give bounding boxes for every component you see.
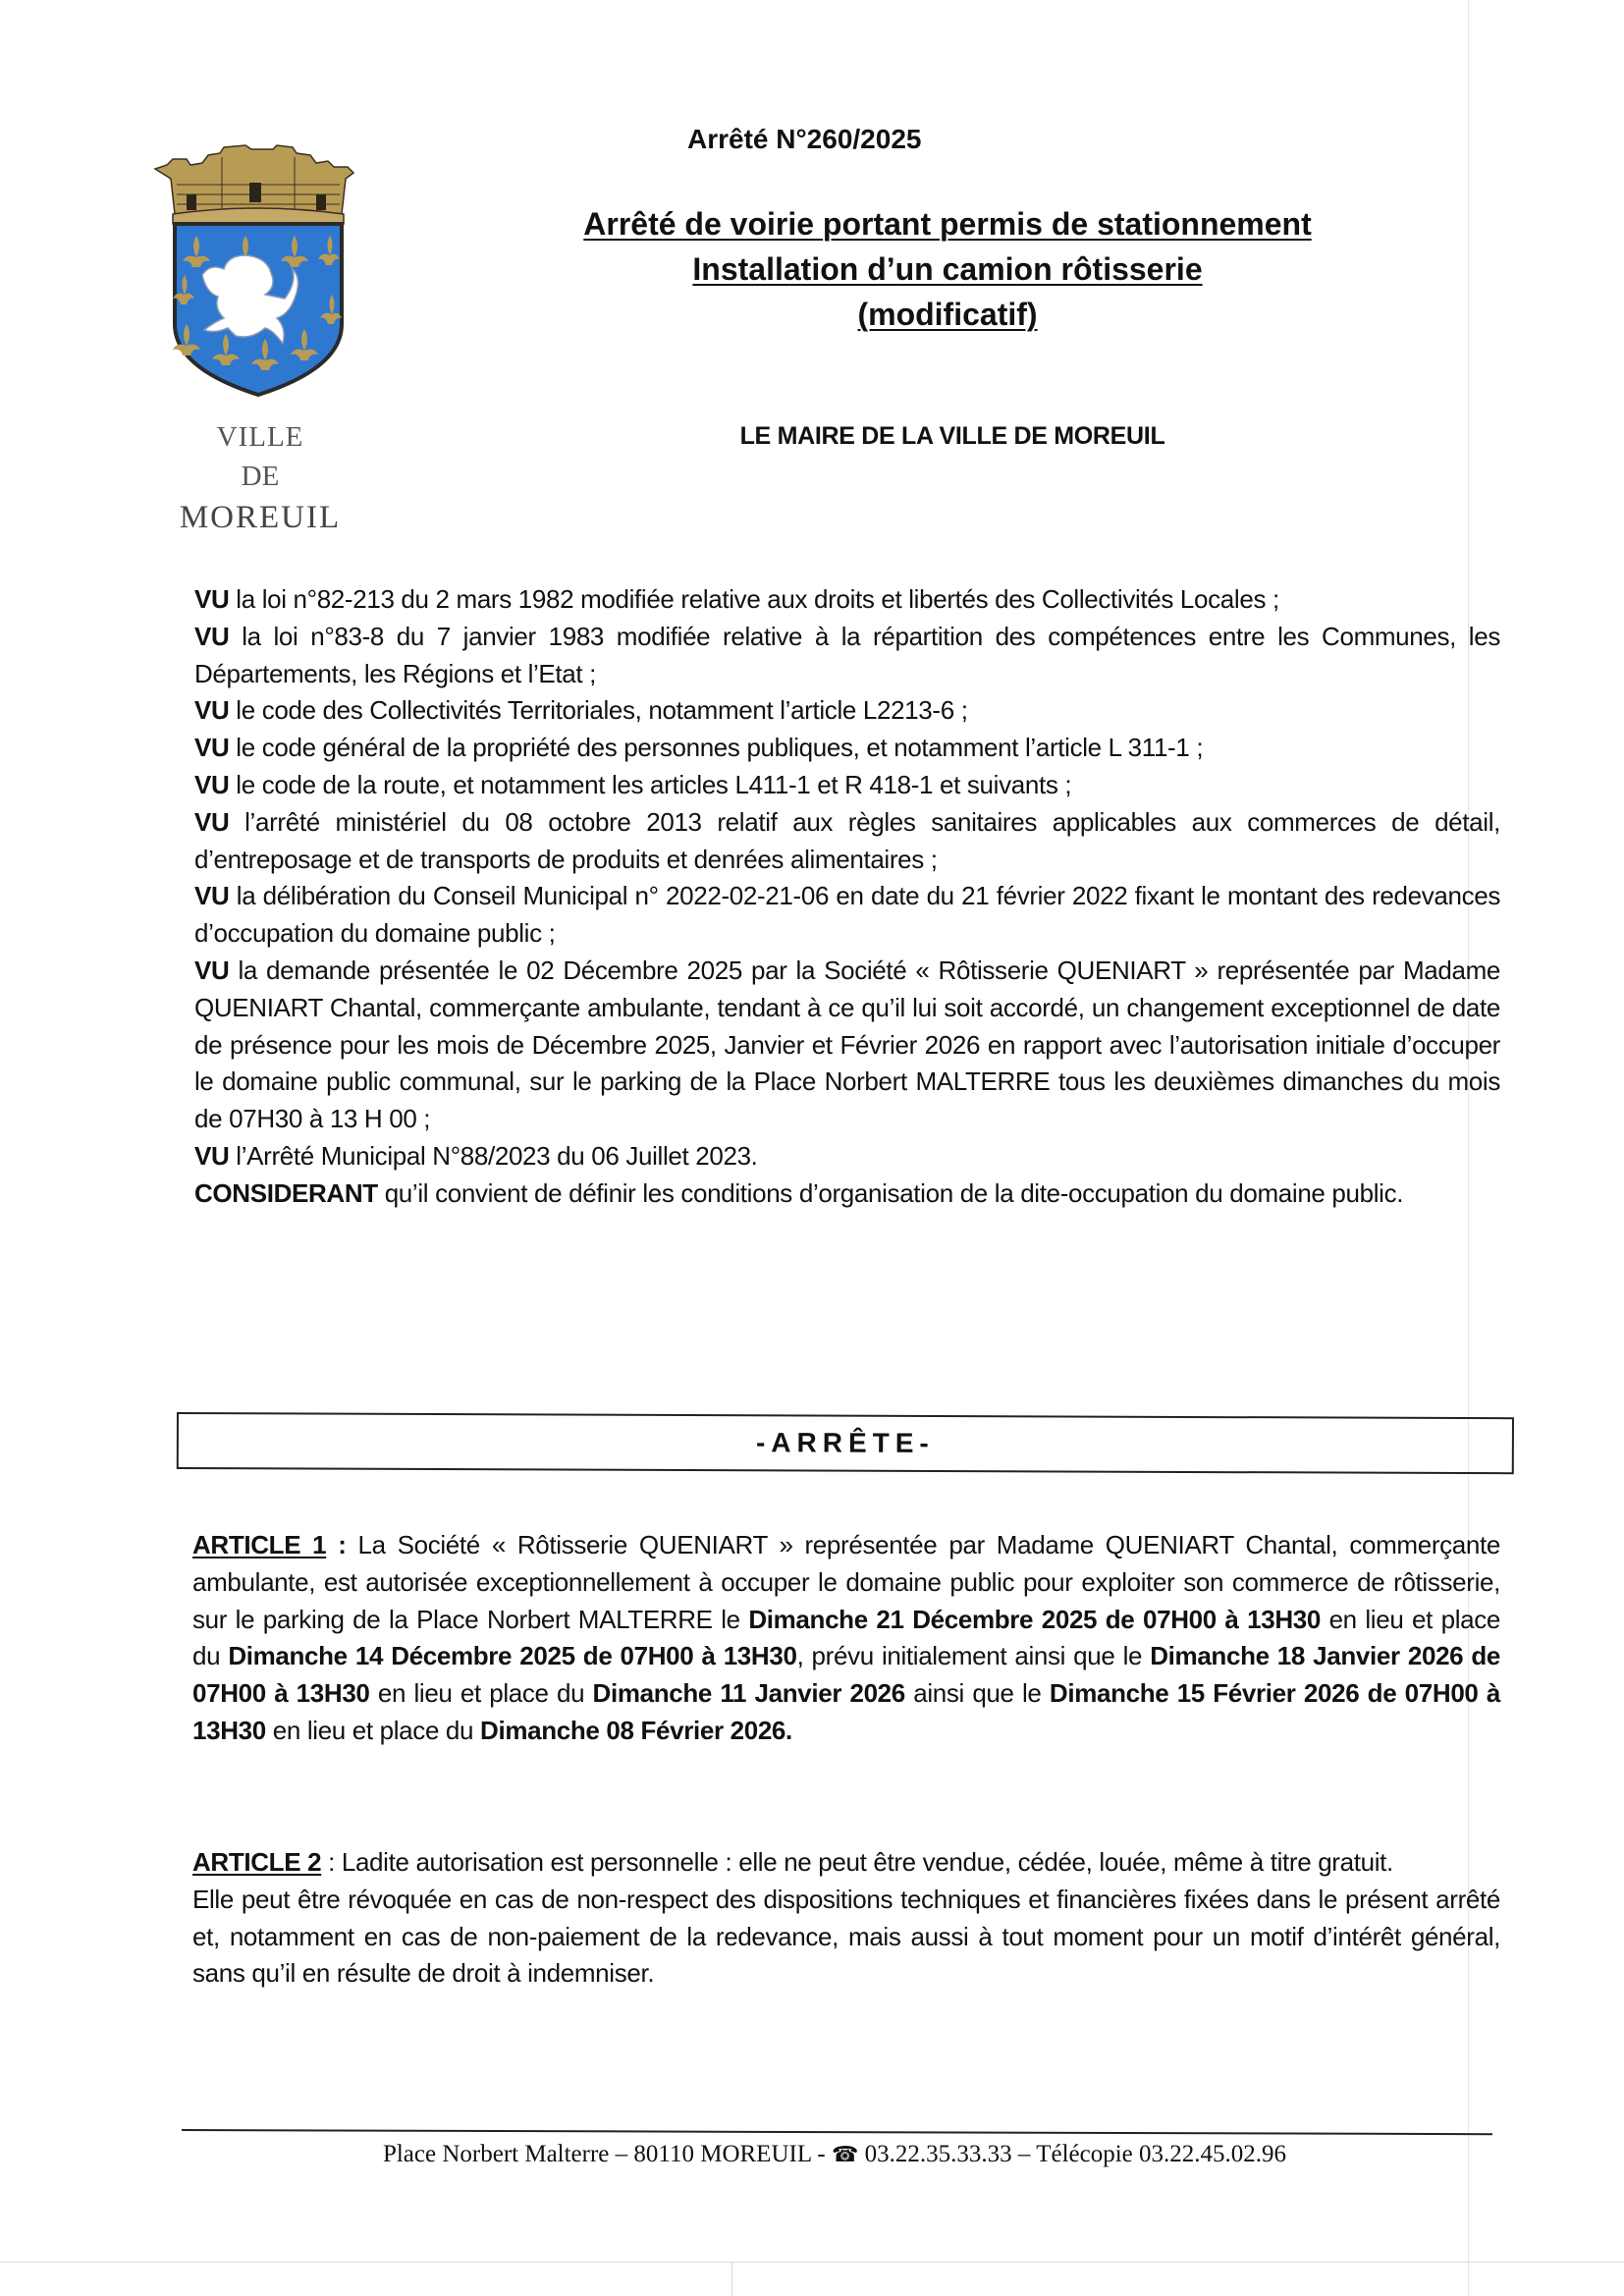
document-title bbox=[530, 201, 1365, 337]
decision-heading-box bbox=[177, 1412, 1514, 1474]
footer-phone: 03.22.35.33.33 – bbox=[858, 2141, 1037, 2167]
coat-of-arms-icon bbox=[147, 137, 368, 398]
arrete-number: Arrêté N°260/2025 bbox=[687, 124, 922, 154]
article-2-paragraph bbox=[192, 1844, 1500, 1882]
visa-item bbox=[194, 1138, 1500, 1175]
visa-item bbox=[194, 804, 1500, 879]
scan-bottom-tick bbox=[731, 2262, 732, 2296]
title-line-1: Arrêté de voirie portant permis de stationnement bbox=[583, 206, 1312, 242]
footer-fax: Télécopie 03.22.45.02.96 bbox=[1036, 2141, 1287, 2167]
article-1-text: La Société « Rôtisserie QUENIART » représentée par Madame QUENIART Chantal, commerçante ambulante, est autorisée exceptionnellement à occuper le domaine public pour exploiter son commerce de rôtisserie, sur le parking de la Place Norbert MALTERRE le bbox=[192, 1530, 1500, 1634]
visas-section bbox=[194, 581, 1500, 1213]
visa-text: la demande présentée le 02 Décembre 2025 par la Société « Rôtisserie QUENIART » représentée par Madame QUENIART Chantal, commerçante ambulante, tendant à ce qu’il lui soit accordé, un changement exceptionnel de date de présence pour les mois de Décembre 2025, Janvier et Février 2026 en rapport avec l’autorisation initiale d’occuper le domaine public communal, sur le parking de la Place Norbert MALTERRE tous les deuxièmes dimanches du mois de 07H30 à 13 H 00 ; bbox=[194, 955, 1500, 1134]
visa-text: le code de la route, et notamment les articles L411-1 et R 418-1 et suivants ; bbox=[229, 769, 1072, 799]
article-2-separator: : bbox=[321, 1847, 342, 1877]
scan-bottom-edge bbox=[0, 2262, 1624, 2263]
article-2-paragraph: Elle peut être révoquée en cas de non-respect des dispositions techniques et financières fixées dans le présent arrêté et, notamment en cas de non-paiement de la redevance, mais aussi à tout moment pour un motif d’intérêt général, sans qu’il en résulte de droit à indemniser. bbox=[192, 1884, 1500, 1989]
visa-lead: VU bbox=[194, 769, 230, 799]
title-line-3: (modificatif) bbox=[857, 297, 1038, 332]
visa-item bbox=[194, 730, 1500, 767]
visa-lead: VU bbox=[194, 881, 230, 911]
article-1 bbox=[192, 1527, 1500, 1750]
article-1-text: ainsi que le bbox=[904, 1678, 1050, 1709]
visa-item bbox=[194, 953, 1500, 1138]
city-line-ville: VILLE bbox=[216, 421, 304, 453]
footer-contact bbox=[177, 2141, 1492, 2168]
decision-heading: -ARRÊTE- bbox=[755, 1427, 935, 1458]
visa-item bbox=[194, 692, 1500, 730]
issuing-authority: LE MAIRE DE LA VILLE DE MOREUIL bbox=[739, 422, 1165, 450]
visa-lead: VU bbox=[194, 1140, 230, 1171]
visa-lead: VU bbox=[194, 955, 230, 985]
article-1-date-old: Dimanche 14 Décembre 2025 de 07H00 à 13H30 bbox=[228, 1641, 797, 1671]
visa-lead: VU bbox=[194, 695, 230, 726]
visa-lead: VU bbox=[194, 733, 230, 763]
article-1-text: en lieu et place du bbox=[369, 1678, 593, 1709]
city-line-de: DE bbox=[241, 461, 280, 492]
considerant-text: qu’il convient de définir les conditions d’organisation de la dite-occupation du domaine public. bbox=[377, 1177, 1404, 1208]
article-1-text: en lieu et place du bbox=[265, 1715, 481, 1745]
visa-text: la délibération du Conseil Municipal n° 2022-02-21-06 en date du 21 février 2022 fixant le montant des redevances d’occupation du domaine public ; bbox=[194, 881, 1500, 949]
article-1-paragraph bbox=[192, 1527, 1500, 1750]
article-1-date-new: Dimanche 18 Janvier 2026 de 07H00 à 13H30 bbox=[192, 1641, 1501, 1709]
visa-item bbox=[194, 619, 1500, 693]
article-1-date-new: Dimanche 21 Décembre 2025 de 07H00 à 13H30 bbox=[748, 1604, 1321, 1634]
footer-divider bbox=[182, 2129, 1492, 2135]
considerant-lead: CONSIDERANT bbox=[194, 1177, 378, 1208]
title-line-2: Installation d’un camion rôtisserie bbox=[692, 251, 1203, 287]
visa-text: la loi n°83-8 du 7 janvier 1983 modifiée relative à la répartition des compétences entre les Communes, les Départements, les Régions et l’Etat ; bbox=[194, 621, 1500, 688]
visa-text: l’Arrêté Municipal N°88/2023 du 06 Juillet 2023. bbox=[229, 1140, 758, 1171]
considerant-item bbox=[194, 1175, 1500, 1213]
telephone-icon: ☎ bbox=[832, 2142, 859, 2166]
visa-lead: VU bbox=[194, 806, 230, 837]
visa-text: l’arrêté ministériel du 08 octobre 2013 relatif aux règles sanitaires applicables aux commerces de détail, d’entreposage et de transports de produits et denrées alimentaires ; bbox=[194, 806, 1500, 874]
visa-lead: VU bbox=[194, 584, 230, 614]
visa-text: le code des Collectivités Territoriales, notamment l’article L2213-6 ; bbox=[229, 695, 968, 726]
article-1-date-new: Dimanche 15 Février 2026 de 07H00 à 13H30 bbox=[192, 1678, 1500, 1745]
article-1-date-old: Dimanche 08 Février 2026. bbox=[480, 1715, 792, 1745]
article-1-separator: : bbox=[326, 1530, 358, 1559]
visa-lead: VU bbox=[194, 621, 230, 651]
article-1-date-old: Dimanche 11 Janvier 2026 bbox=[592, 1678, 905, 1709]
article-1-text: en lieu et place du bbox=[192, 1604, 1500, 1671]
city-name-block bbox=[157, 417, 363, 539]
visa-item bbox=[194, 581, 1500, 619]
visa-item bbox=[194, 878, 1500, 953]
article-2-label: ARTICLE 2 bbox=[192, 1847, 322, 1877]
article-2-text: Ladite autorisation est personnelle : elle ne peut être vendue, cédée, louée, même à titre gratuit. bbox=[341, 1847, 1393, 1877]
visa-item bbox=[194, 767, 1500, 804]
city-line-moreuil: MOREUIL bbox=[179, 500, 342, 535]
footer-address: Place Norbert Malterre – 80110 MOREUIL - bbox=[382, 2141, 832, 2167]
visa-text: la loi n°82-213 du 2 mars 1982 modifiée relative aux droits et libertés des Collectivités Locales ; bbox=[229, 584, 1279, 614]
visa-text: le code général de la propriété des personnes publiques, et notamment l’article L 311-1 ; bbox=[229, 733, 1204, 763]
article-2 bbox=[192, 1844, 1500, 1993]
article-1-text: , prévu initialement ainsi que le bbox=[796, 1641, 1151, 1671]
article-1-label: ARTICLE 1 bbox=[192, 1530, 327, 1559]
